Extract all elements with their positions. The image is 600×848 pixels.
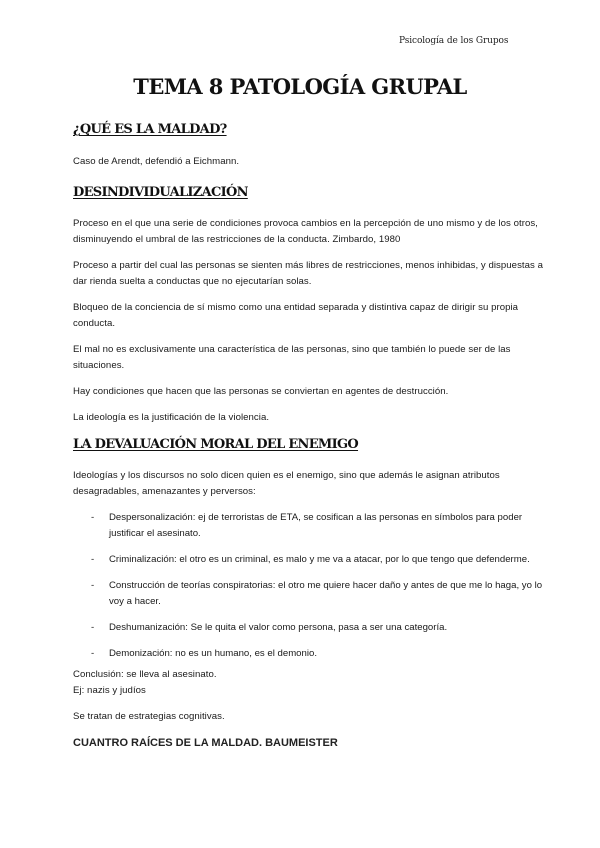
bullet-list	[73, 510, 543, 662]
bullet-dash-icon: -	[91, 622, 95, 633]
list-item	[73, 510, 543, 542]
paragraph: Proceso en el que una serie de condiciones provoca cambios en la percepción de uno mismo y de los otros, disminuyendo el umbral de las restricciones de la conducta. Zimbardo, 1980	[73, 218, 538, 245]
running-header: Psicología de los Grupos	[399, 36, 509, 46]
list-item-text: Despersonalización: ej de terroristas de ETA, se cosifican a las personas en símbolos para poder justificar el asesinato.	[109, 512, 523, 539]
paragraph: La ideología es la justificación de la violencia.	[73, 412, 270, 423]
section-heading-maldad: ¿QUÉ ES LA MALDAD?	[73, 122, 227, 137]
paragraph: Hay condiciones que hacen que las personas se conviertan en agentes de destrucción.	[73, 386, 449, 397]
paragraph: Bloqueo de la conciencia de sí mismo como una entidad separada y distintiva capaz de dirigir su propia conducta.	[73, 302, 519, 329]
list-item	[73, 620, 543, 636]
paragraph: Proceso a partir del cual las personas se sienten más libres de restricciones, menos inhibidas, y dispuestas a dar rienda suelta a conductas que no ejecutarían solas.	[73, 260, 543, 287]
paragraph: Caso de Arendt, defendió a Eichmann.	[73, 156, 240, 167]
document-title: TEMA 8 PATOLOGÍA GRUPAL	[133, 74, 467, 99]
list-item-text: Demonización: no es un humano, es el demonio.	[109, 648, 317, 659]
list-item-text: Deshumanización: Se le quita el valor como persona, pasa a ser una categoría.	[109, 622, 448, 633]
bullet-dash-icon: -	[91, 512, 95, 523]
bullet-dash-icon: -	[91, 648, 95, 659]
list-item	[73, 578, 543, 610]
paragraph: Se tratan de estrategias cognitivas.	[73, 711, 225, 722]
section-heading-desindividualizacion: DESINDIVIDUALIZACIÓN	[73, 185, 248, 200]
list-item	[73, 552, 543, 568]
list-item-text: Construcción de teorías conspiratorias: el otro me quiere hacer daño y antes de que me lo haga, yo lo voy a hacer.	[109, 580, 543, 607]
paragraph: Ideologías y los discursos no solo dicen quien es el enemigo, sino que además le asignan atributos desagradables, amenazantes y perversos:	[73, 470, 500, 497]
example-text: Ej: nazis y judíos	[73, 685, 146, 696]
section-heading-raices: CUANTRO RAÍCES DE LA MALDAD. BAUMEISTER	[73, 737, 338, 749]
conclusion-text: Conclusión: se lleva al asesinato.	[73, 669, 217, 680]
document-body	[73, 121, 543, 751]
bullet-dash-icon: -	[91, 580, 95, 591]
section-heading-devaluacion: LA DEVALUACIÓN MORAL DEL ENEMIGO	[73, 437, 359, 452]
bullet-dash-icon: -	[91, 554, 95, 565]
list-item	[73, 646, 543, 662]
list-item-text: Criminalización: el otro es un criminal, es malo y me va a atacar, por lo que tengo que defenderme.	[109, 554, 530, 565]
paragraph: El mal no es exclusivamente una característica de las personas, sino que también lo puede ser de las situaciones.	[73, 344, 511, 371]
